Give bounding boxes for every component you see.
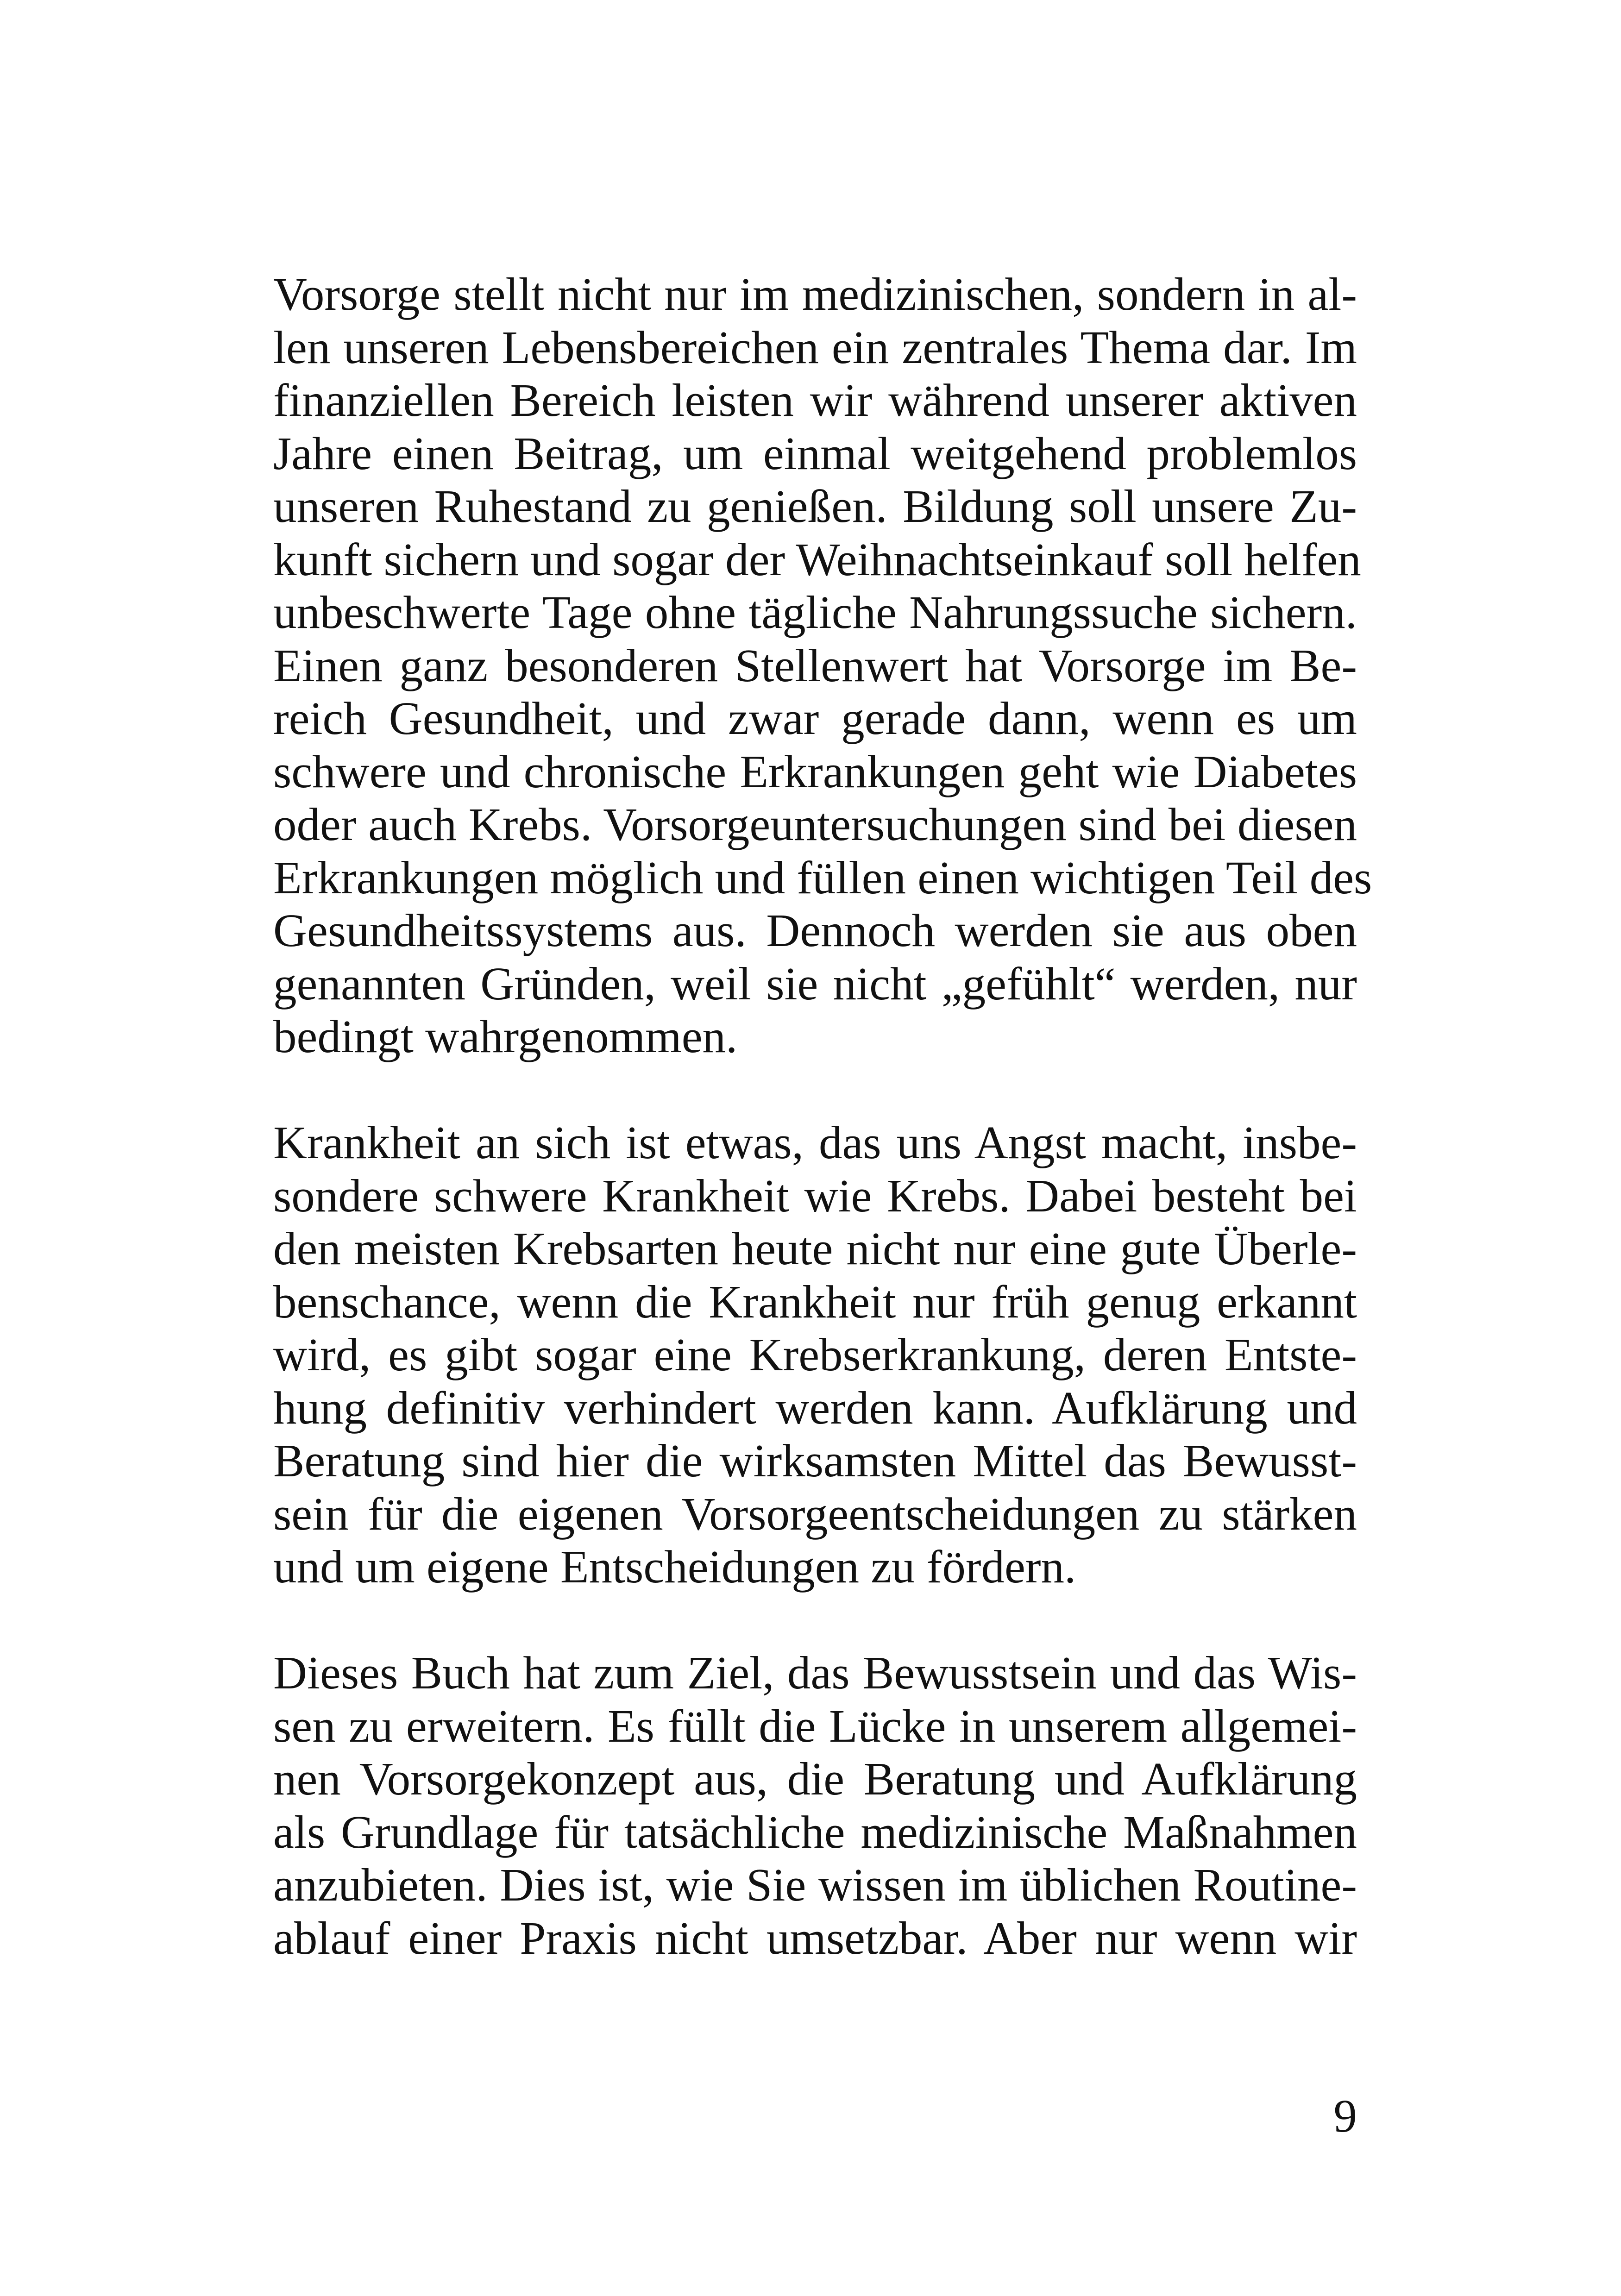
text-line: Erkrankungen möglich und füllen einen wichtigen Teil des (273, 851, 1372, 903)
text-line: und um eigene Entscheidungen zu fördern. (273, 1541, 1076, 1593)
page-number: 9 (1333, 2090, 1357, 2142)
text-line: Jahre einen Beitrag, um einmal weitgehend problemlos (273, 427, 1357, 479)
text-line: wird, es gibt sogar eine Krebserkrankung, deren Entste- (273, 1329, 1357, 1380)
text-line: sein für die eigenen Vorsorgeentscheidungen zu stärken (273, 1487, 1357, 1540)
text-line: bedingt wahrgenommen. (273, 1010, 738, 1062)
text-line: unseren Ruhestand zu genießen. Bildung soll unsere Zu- (273, 480, 1357, 532)
text-line: oder auch Krebs. Vorsorgeuntersuchungen sind bei diesen (273, 798, 1357, 850)
text-line: Dieses Buch hat zum Ziel, das Bewusstsein und das Wis- (273, 1647, 1357, 1699)
text-line: Krankheit an sich ist etwas, das uns Angst macht, insbe- (273, 1117, 1357, 1168)
text-line: unbeschwerte Tage ohne tägliche Nahrungssuche sichern. (273, 586, 1357, 638)
text-line: Einen ganz besonderen Stellenwert hat Vorsorge im Be- (273, 639, 1357, 691)
paragraph-gap (273, 1593, 1357, 1647)
text-line: nen Vorsorgekonzept aus, die Beratung und Aufklärung (273, 1753, 1357, 1805)
text-line: schwere und chronische Erkrankungen geht wie Diabetes (273, 745, 1357, 797)
text-line: den meisten Krebsarten heute nicht nur eine gute Überle- (273, 1223, 1357, 1274)
text-line: ablauf einer Praxis nicht umsetzbar. Aber nur wenn wir (273, 1912, 1357, 1964)
text-line: sen zu erweitern. Es füllt die Lücke in unserem allgemei- (273, 1700, 1357, 1752)
text-line: finanziellen Bereich leisten wir während unserer aktiven (273, 374, 1357, 426)
paragraph-1 (273, 268, 1372, 1063)
text-line: sondere schwere Krankheit wie Krebs. Dabei besteht bei (273, 1169, 1357, 1222)
text-line: Gesundheitssystems aus. Dennoch werden sie aus oben (273, 904, 1357, 956)
text-line: reich Gesundheit, und zwar gerade dann, wenn es um (273, 692, 1357, 744)
text-line: Beratung sind hier die wirksamsten Mittel das Bewusst- (273, 1435, 1357, 1487)
text-line: Vorsorge stellt nicht nur im medizinischen, sondern in al- (273, 268, 1357, 320)
text-line: benschance, wenn die Krankheit nur früh genug erkannt (273, 1275, 1357, 1328)
paragraph-2 (273, 1116, 1357, 1593)
text-line: kunft sichern und sogar der Weihnachtseinkauf soll helfen (273, 533, 1361, 585)
text-line: genannten Gründen, weil sie nicht „gefühlt“ werden, nur (273, 957, 1357, 1010)
body-text (273, 268, 1372, 1964)
paragraph-3 (273, 1646, 1357, 1964)
paragraph-gap (273, 1063, 1357, 1117)
text-line: anzubieten. Dies ist, wie Sie wissen im üblichen Routine- (273, 1859, 1357, 1911)
text-line: hung definitiv verhindert werden kann. Aufklärung und (273, 1381, 1357, 1434)
text-line: als Grundlage für tatsächliche medizinische Maßnahmen (273, 1806, 1357, 1858)
text-line: len unseren Lebensbereichen ein zentrales Thema dar. Im (273, 321, 1357, 373)
